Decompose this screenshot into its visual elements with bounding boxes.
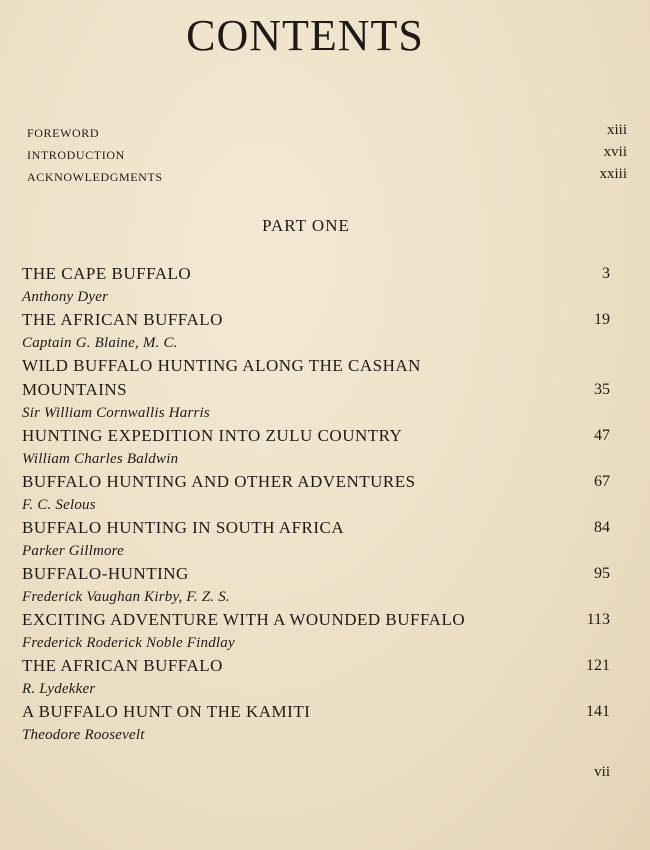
entry-page: 121 <box>586 657 610 674</box>
entry-title: A BUFFALO HUNT ON THE KAMITI <box>22 702 311 721</box>
entry-page: 35 <box>594 381 610 398</box>
entry-author: Frederick Roderick Noble Findlay <box>22 635 235 651</box>
front-matter-list <box>27 122 627 188</box>
entry-author: Sir William Cornwallis Harris <box>22 405 210 421</box>
front-matter-label: FOREWORD <box>27 126 100 140</box>
contents-entry <box>22 562 610 608</box>
entry-author: Theodore Roosevelt <box>22 727 145 743</box>
entry-title: HUNTING EXPEDITION INTO ZULU COUNTRY <box>22 426 403 445</box>
entry-page: 47 <box>594 427 610 444</box>
entry-author: Captain G. Blaine, M. C. <box>22 335 178 351</box>
contents-entry <box>22 608 610 654</box>
contents-entry <box>22 354 610 424</box>
front-matter-item <box>27 166 627 188</box>
contents-entry <box>22 424 610 470</box>
entry-author: R. Lydekker <box>22 681 96 697</box>
entry-title: BUFFALO-HUNTING <box>22 564 189 583</box>
page-title: CONTENTS <box>186 11 424 60</box>
entry-author: F. C. Selous <box>22 497 96 513</box>
entry-author: Parker Gillmore <box>22 543 125 559</box>
entry-title: THE AFRICAN BUFFALO <box>22 656 223 675</box>
front-matter-page: xiii <box>606 122 627 138</box>
entry-page: 67 <box>594 473 610 490</box>
front-matter-item <box>27 122 627 144</box>
entry-page: 3 <box>602 265 610 282</box>
entry-author: William Charles Baldwin <box>22 451 179 467</box>
entry-author: Anthony Dyer <box>22 289 109 305</box>
entry-title: THE CAPE BUFFALO <box>22 264 192 283</box>
contents-entry <box>22 308 610 354</box>
entry-title: EXCITING ADVENTURE WITH A WOUNDED BUFFALO <box>22 610 466 629</box>
page-number: vii <box>594 764 610 780</box>
contents-entries <box>22 262 610 746</box>
contents-entry <box>22 516 610 562</box>
contents-entry <box>22 470 610 516</box>
front-matter-label: ACKNOWLEDGMENTS <box>27 170 163 184</box>
front-matter-page: xxiii <box>599 166 627 182</box>
entry-title: BUFFALO HUNTING IN SOUTH AFRICA <box>22 518 345 537</box>
entry-title: THE AFRICAN BUFFALO <box>22 310 223 329</box>
contents-entry <box>22 700 610 746</box>
entry-title: BUFFALO HUNTING AND OTHER ADVENTURES <box>22 472 416 491</box>
entry-page: 141 <box>586 703 610 720</box>
entry-page: 19 <box>594 311 610 328</box>
front-matter-label: INTRODUCTION <box>27 148 125 162</box>
contents-entry <box>22 654 610 700</box>
contents-entry <box>22 262 610 308</box>
entry-author: Frederick Vaughan Kirby, F. Z. S. <box>22 589 230 605</box>
entry-page: 113 <box>586 611 610 628</box>
entry-title: WILD BUFFALO HUNTING ALONG THE CASHAN <box>22 356 421 375</box>
entry-page: 84 <box>594 519 610 536</box>
front-matter-item <box>27 144 627 166</box>
entry-page: 95 <box>594 565 610 582</box>
entry-title-continued: MOUNTAINS <box>22 380 128 399</box>
part-heading: PART ONE <box>262 216 350 235</box>
front-matter-page: xvii <box>603 144 627 160</box>
